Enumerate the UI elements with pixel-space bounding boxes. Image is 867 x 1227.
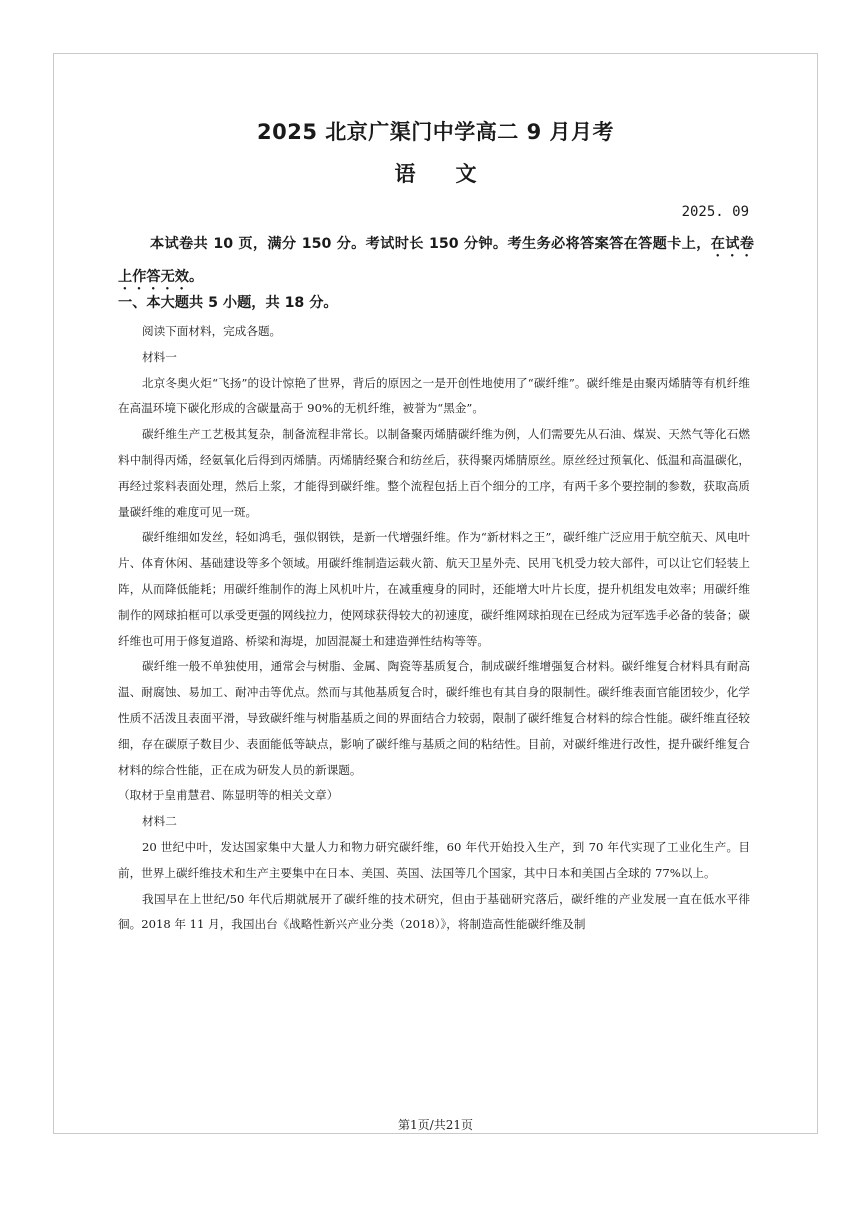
passage-prompt: 阅读下面材料，完成各题。 <box>142 324 282 338</box>
exam-title: 2025 北京广渠门中学高二 9 月月考 <box>257 120 614 144</box>
exam-instructions <box>118 228 754 294</box>
material-two-paragraph: 我国早在上世纪/50 年代后期就展开了碳纤维的技术研究，但由于基础研究落后，碳纤维的产业发展一直在低水平徘徊。2018 年 11 月，我国出台《战略性新兴产业分类（2018）》，将制造高性能碳纤维及制 <box>118 891 750 932</box>
material-one-label: 材料一 <box>142 349 177 364</box>
subject-heading: 语文 <box>394 162 517 186</box>
material-one-source: （取材于皇甫慧君、陈显明等的相关文章） <box>118 788 339 803</box>
instructions-emphasis: 在试卷上作答无效 <box>118 236 754 285</box>
material-one-paragraph: 碳纤维细如发丝，轻如鸿毛，强似钢铁，是新一代增强纤维。作为“新材料之王”，碳纤维广泛应用于航空航天、风电叶片、体育休闲、基础建设等多个领域。用碳纤维制造运载火箭、航天卫星外壳、民用飞机受力较大部件，可以让它们轻装上阵，从而降低能耗；用碳纤维制作的海上风机叶片，在减重瘦身的同时，还能增大叶片长度，提升机组发电效率；用碳纤维制作的网球拍框可以承受更强的网线拉力，使网球获得较大的初速度，碳纤维网球拍现在已经成为冠军选手必备的装备；碳纤维也可用于修复道路、桥梁和海堤，加固混凝土和建造弹性结构等等。 <box>118 530 750 648</box>
material-one-paragraph: 北京冬奥火炬“飞扬”的设计惊艳了世界，背后的原因之一是开创性地使用了“碳纤维”。碳纤维是由聚丙烯腈等有机纤维在高温环境下碳化形成的含碳量高于 90%的无机纤维，被誉为“黑金”。 <box>118 375 750 416</box>
instructions-text: 本试卷共 10 页，满分 150 分。考试时长 150 分钟。考生务必将答案答在答题卡上， <box>150 236 711 252</box>
material-two-label: 材料二 <box>142 814 177 829</box>
instructions-end: 。 <box>188 269 204 285</box>
reading-passage <box>118 319 750 938</box>
material-one-paragraph: 碳纤维生产工艺极其复杂，制备流程非常长。以制备聚丙烯腈碳纤维为例，人们需要先从石油、煤炭、天然气等化石燃料中制得丙烯，经氨氧化后得到丙烯腈。丙烯腈经聚合和纺丝后，获得聚丙烯腈原丝。原丝经过预氧化、低温和高温碳化，再经过浆料表面处理，然后上浆，才能得到碳纤维。整个流程包括上百个细分的工序，有两千多个要控制的参数，获取高质量碳纤维的难度可见一斑。 <box>118 427 750 519</box>
page-number: 第1页/共21页 <box>398 1118 473 1132</box>
material-one-paragraph: 碳纤维一般不单独使用，通常会与树脂、金属、陶瓷等基质复合，制成碳纤维增强复合材料。碳纤维复合材料具有耐高温、耐腐蚀、易加工、耐冲击等优点。然而与其他基质复合时，碳纤维也有其自身的限制性。碳纤维表面官能团较少，化学性质不活泼且表面平滑，导致碳纤维与树脂基质之间的界面结合力较弱，限制了碳纤维复合材料的综合性能。碳纤维直径较细，存在碳原子数目少、表面能低等缺点，影响了碳纤维与基质之间的粘结性。目前，对碳纤维进行改性，提升碳纤维复合材料的综合性能，正在成为研发人员的新课题。 <box>118 659 750 777</box>
section-heading: 一、本大题共 5 小题，共 18 分。 <box>118 295 338 311</box>
material-two-paragraph: 20 世纪中叶，发达国家集中大量人力和物力研究碳纤维，60 年代开始投入生产，到 70 年代实现了工业化生产。目前，世界上碳纤维技术和生产主要集中在日本、美国、英国、法国等几个国家，其中日本和美国占全球的 77%以上。 <box>118 839 750 880</box>
exam-page <box>53 53 818 1134</box>
exam-date: 2025. 09 <box>681 204 749 220</box>
